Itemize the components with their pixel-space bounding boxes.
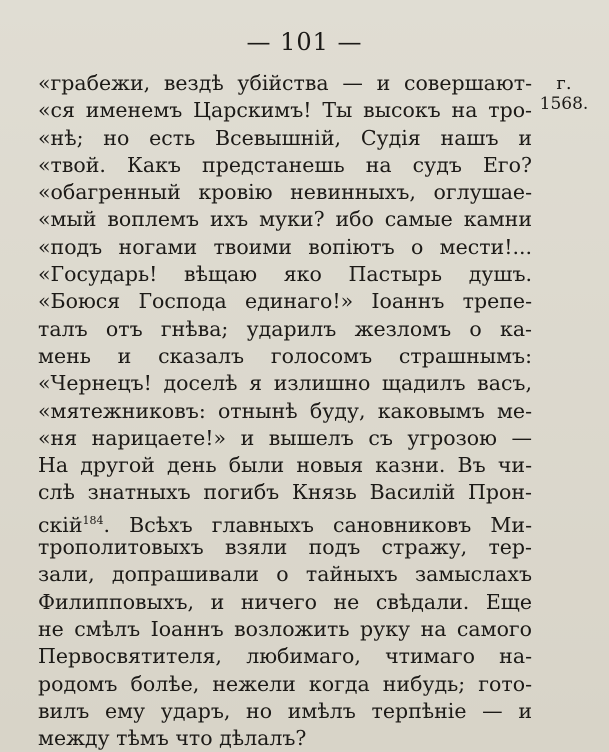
text-line: не смѣлъ Іоаннъ возложить руку на самого	[38, 616, 532, 641]
text-line: «мый воплемъ ихъ муки? ибо самые камни	[38, 207, 532, 232]
text-line: вилъ ему ударъ, но имѣлъ терпѣніе — и	[38, 698, 532, 723]
text-line: «грабежи, вездѣ убійства — и совершают-	[38, 71, 532, 95]
text-line: Филипповыхъ, и ничего не свѣдали. Еще	[38, 589, 532, 614]
text-line: «Боюся Господа единаго!» Іоаннъ трепе-	[38, 289, 532, 314]
text-line: «Чернецъ! доселѣ я излишно щадилъ васъ,	[38, 371, 532, 396]
text-line: На другой день были новыя казни. Въ чи-	[38, 453, 532, 478]
text-line: «твой. Какъ предстанешь на судъ Его?	[38, 152, 532, 177]
text-line: трополитовыхъ взяли подъ стражу, тер-	[38, 535, 532, 560]
text-line: слѣ знатныхъ погибъ Князь Василій Прон-	[38, 480, 532, 505]
text-line: «мятежниковъ: отнынѣ буду, каковымъ ме-	[38, 398, 532, 423]
text-line: «нѣ; но есть Всевышній, Судія нашъ и	[38, 125, 532, 150]
text-line-with-footnote	[38, 507, 532, 537]
text-line: «подъ ногами твоими вопіютъ о мести!...	[38, 234, 532, 259]
footnote-marker: 184	[82, 513, 104, 527]
text-line: «ня нарицаете!» и вышелъ съ угрозою —	[38, 425, 532, 450]
text-line: Первосвятителя, любимаго, чтимаго на-	[38, 644, 532, 669]
text-segment: . Всѣхъ главныхъ сановниковъ Ми-	[103, 512, 532, 537]
text-line: зали, допрашивали о тайныхъ замыслахъ	[38, 562, 532, 587]
text-line: «обагренный кровію невинныхъ, оглушае-	[38, 180, 532, 205]
margin-year-value: 1568.	[539, 94, 589, 114]
margin-year-label: г.	[556, 73, 572, 94]
text-line: талъ отъ гнѣва; ударилъ жезломъ о ка-	[38, 316, 532, 341]
text-line: между тѣмъ что дѣлалъ?	[38, 726, 307, 751]
text-line: «ся именемъ Царскимъ! Ты высокъ на тро-	[38, 98, 532, 123]
page-number: — 101 —	[246, 28, 363, 56]
text-line: мень и сказалъ голосомъ страшнымъ:	[38, 343, 532, 368]
text-line: родомъ болѣе, нежели когда нибудь; гото-	[38, 671, 532, 696]
body-text	[38, 70, 532, 752]
text-segment: скій	[38, 512, 83, 537]
text-line: «Государь! вѣщаю яко Пастырь душъ.	[38, 262, 532, 287]
